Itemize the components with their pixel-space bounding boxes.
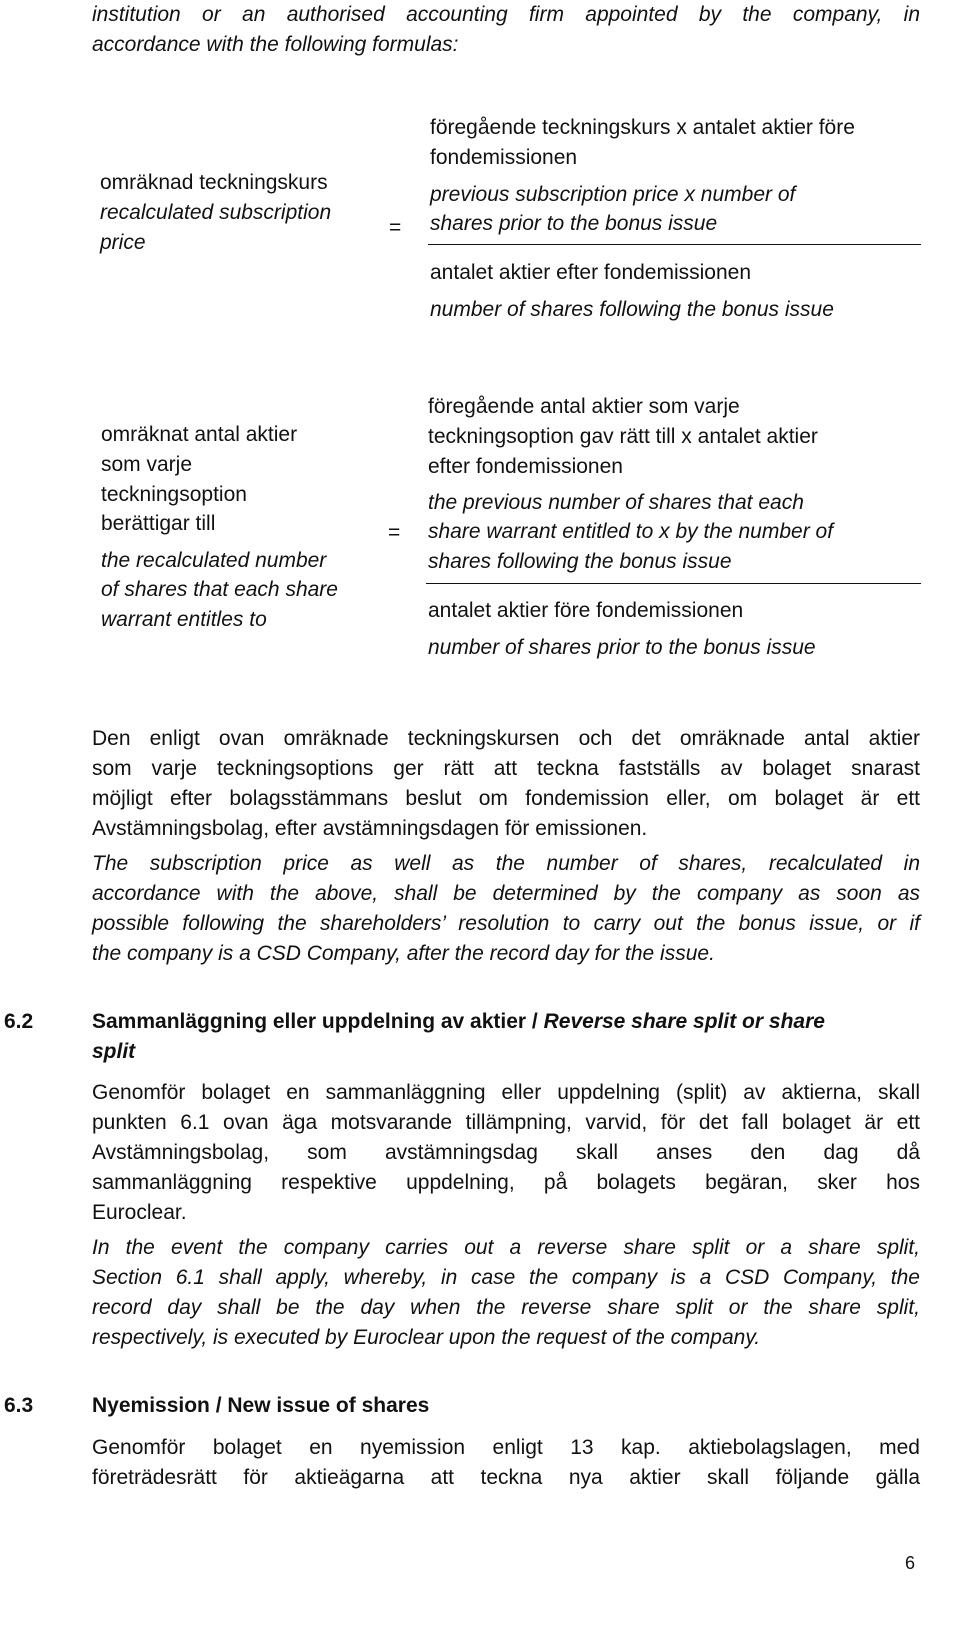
- formula2-denominator-en: number of shares prior to the bonus issue: [428, 636, 816, 659]
- section-heading-en: Reverse share split or share: [543, 1010, 825, 1033]
- paragraph-line: punkten 6.1 ovan äga motsvarande tillämpning, varvid, för det fall bolaget är ett: [92, 1111, 920, 1134]
- intro-line-2: accordance with the following formulas:: [92, 33, 459, 56]
- formula1-numerator-sv-1: föregående teckningskurs x antalet aktier före: [430, 116, 855, 139]
- paragraph-line: sammanläggning respektive uppdelning, på bolagets begäran, sker hos: [92, 1171, 920, 1194]
- formula1-equals: =: [389, 216, 402, 239]
- paragraph-line: Avstämningsbolag, som avstämningsdag skall anses den dag då: [92, 1141, 920, 1164]
- formula1-fraction-bar: [428, 244, 921, 245]
- section-number: 6.3: [4, 1394, 34, 1417]
- paragraph-line: Genomför bolaget en nyemission enligt 13 kap. aktiebolagslagen, med: [92, 1436, 920, 1459]
- paragraph-line: Genomför bolaget en sammanläggning eller uppdelning (split) av aktierna, skall: [92, 1081, 920, 1104]
- section-heading-en-cont: split: [92, 1040, 136, 1063]
- formula2-fraction-bar: [426, 583, 921, 584]
- formula1-numerator-en-1: previous subscription price x number of: [430, 183, 796, 206]
- paragraph-line: Den enligt ovan omräknade teckningskursen och det omräknade antal aktier: [92, 727, 920, 750]
- paragraph-line: möjligt efter bolagsstämmans beslut om fondemission eller, om bolaget är ett: [92, 787, 920, 810]
- paragraph-line: Section 6.1 shall apply, whereby, in case the company is a CSD Company, the: [92, 1266, 920, 1289]
- formula1-numerator-sv-2: fondemissionen: [430, 146, 578, 169]
- formula2-label-sv-4: berättigar till: [101, 512, 216, 535]
- paragraph-line: företrädesrätt för aktieägarna att teckna nya aktier skall följande gälla: [92, 1466, 920, 1489]
- formula2-numerator-en-1: the previous number of shares that each: [428, 491, 804, 514]
- intro-line-1: institution or an authorised accounting firm appointed by the company, in: [92, 3, 920, 26]
- page-number: 6: [905, 1553, 916, 1573]
- paragraph-line: possible following the shareholders’ resolution to carry out the bonus issue, or if: [92, 912, 920, 935]
- formula2-label-sv-1: omräknat antal aktier: [101, 423, 298, 446]
- paragraph-line: respectively, is executed by Euroclear upon the request of the company.: [92, 1326, 761, 1349]
- formula2-numerator-sv-1: föregående antal aktier som varje: [428, 395, 740, 418]
- formula2-numerator-en-2: share warrant entitled to x by the number of: [428, 520, 834, 543]
- paragraph-line: accordance with the above, shall be determined by the company as soon as: [92, 882, 920, 905]
- section-heading-sv: Sammanläggning eller uppdelning av aktier /: [92, 1010, 544, 1033]
- formula2-denominator-sv: antalet aktier före fondemissionen: [428, 599, 744, 622]
- paragraph-line: Euroclear.: [92, 1201, 187, 1224]
- formula2-label-en-3: warrant entitles to: [101, 608, 267, 631]
- formula2-label-en-1: the recalculated number: [101, 549, 327, 572]
- formula2-numerator-sv-2: teckningsoption gav rätt till x antalet aktier: [428, 425, 818, 448]
- formula1-label-sv: omräknad teckningskurs: [100, 171, 328, 194]
- paragraph-line: som varje teckningsoptions ger rätt att teckna fastställs av bolaget snarast: [92, 757, 920, 780]
- formula2-label-sv-2: som varje: [101, 453, 193, 476]
- formula1-denominator-en: number of shares following the bonus issue: [430, 298, 834, 321]
- paragraph-line: In the event the company carries out a reverse share split or a share split,: [92, 1236, 920, 1259]
- formula1-label-en-2: price: [100, 231, 146, 254]
- section-number: 6.2: [4, 1010, 34, 1033]
- paragraph-line: record day shall be the day when the reverse share split or the share split,: [92, 1296, 920, 1319]
- formula1-numerator-en-2: shares prior to the bonus issue: [430, 212, 718, 235]
- paragraph-line: Avstämningsbolag, efter avstämningsdagen för emissionen.: [92, 817, 648, 840]
- formula1-denominator-sv: antalet aktier efter fondemissionen: [430, 261, 752, 284]
- paragraph-line: The subscription price as well as the number of shares, recalculated in: [92, 852, 920, 875]
- section-heading: Nyemission / New issue of shares: [92, 1394, 430, 1417]
- formula2-numerator-en-3: shares following the bonus issue: [428, 550, 732, 573]
- formula2-label-en-2: of shares that each share: [101, 578, 338, 601]
- formula1-label-en-1: recalculated subscription: [100, 201, 332, 224]
- formula2-equals: =: [388, 521, 401, 544]
- paragraph-line: the company is a CSD Company, after the record day for the issue.: [92, 942, 715, 965]
- formula2-numerator-sv-3: efter fondemissionen: [428, 455, 623, 478]
- section-heading: [92, 1007, 825, 1037]
- formula2-label-sv-3: teckningsoption: [101, 483, 247, 506]
